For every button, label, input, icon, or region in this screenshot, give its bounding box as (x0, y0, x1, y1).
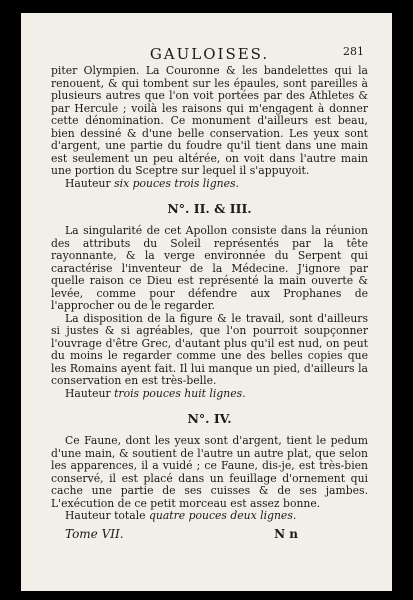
page-number: 281 (343, 45, 364, 58)
measure-value: quatre pouces deux lignes. (148, 509, 297, 522)
measure-label: Hauteur (65, 176, 111, 190)
page-header (51, 43, 368, 65)
section-heading-ii-iii: N°. II. & III. (167, 201, 252, 216)
intro-measure (65, 178, 368, 191)
running-head: GAULOISES. (149, 45, 270, 63)
page-footer (51, 527, 368, 543)
measure-label: Hauteur (65, 386, 111, 400)
intro-paragraph: piter Olympien. La Couronne & les bandelettes qui la renouent, & qui tombent sur les épaules, sont pareilles à plusieurs autres que l'on voit portées par des Athletes & par Hercule ; voilà les raisons qui m'engagent à donner cette dénomination. Ce monument d'ailleurs est beau, bien dessiné & d'une belle conservation. Les yeux sont d'argent, une partie du foudre qu'il tient dans une main est seulement un peu altérée, on voit dans l'autre main une portion du Sceptre sur lequel il s'appuyoit. (51, 64, 368, 177)
section-heading-iv: N°. IV. (187, 411, 232, 426)
volume-label: Tome VII. (65, 526, 124, 541)
measure-value: trois pouces huit lignes. (114, 386, 246, 400)
apollo-paragraph-1: La singularité de cet Apollon consiste dans la réunion des attributs du Soleil représentés par la tête rayonnante, & la verge environnée du Serpent qui caractérise l'inventeur de la Médecine. J'ignore par quelle raison ce Dieu est représenté la main ouverte & levée, comme pour défendre aux Prophanes de l'approcher ou de le regarder. (51, 224, 368, 312)
book-page (21, 13, 392, 591)
signature-mark: N n (274, 526, 298, 541)
measure-value: six pouces trois lignes. (114, 176, 239, 190)
apollo-measure (65, 388, 368, 401)
apollo-paragraph-2: La disposition de la figure & le travail, sont d'ailleurs si justes & si agréables, que l'on pourroit soupçonner l'ouvrage d'être Grec, d'autant plus qu'il est nud, on peut du moins le regarder comme une des belles copies que les Romains ayent fait. Il lui manque un pied, d'ailleurs la conservation en est très-belle. (51, 311, 368, 387)
measure-label: Hauteur totale (65, 509, 146, 522)
faune-paragraph: Ce Faune, dont les yeux sont d'argent, tient le pedum d'une main, & soutient de l'autre un autre plat, que selon les apparences, il a vuidé ; ce Faune, dis-je, est très-bien conservé, il est placé dans un feuillage d'ornement qui cache une partie de ses cuisses & de ses jambes. L'exécution de ce petit morceau est assez bonne. (51, 434, 368, 510)
faune-measure (65, 510, 368, 523)
